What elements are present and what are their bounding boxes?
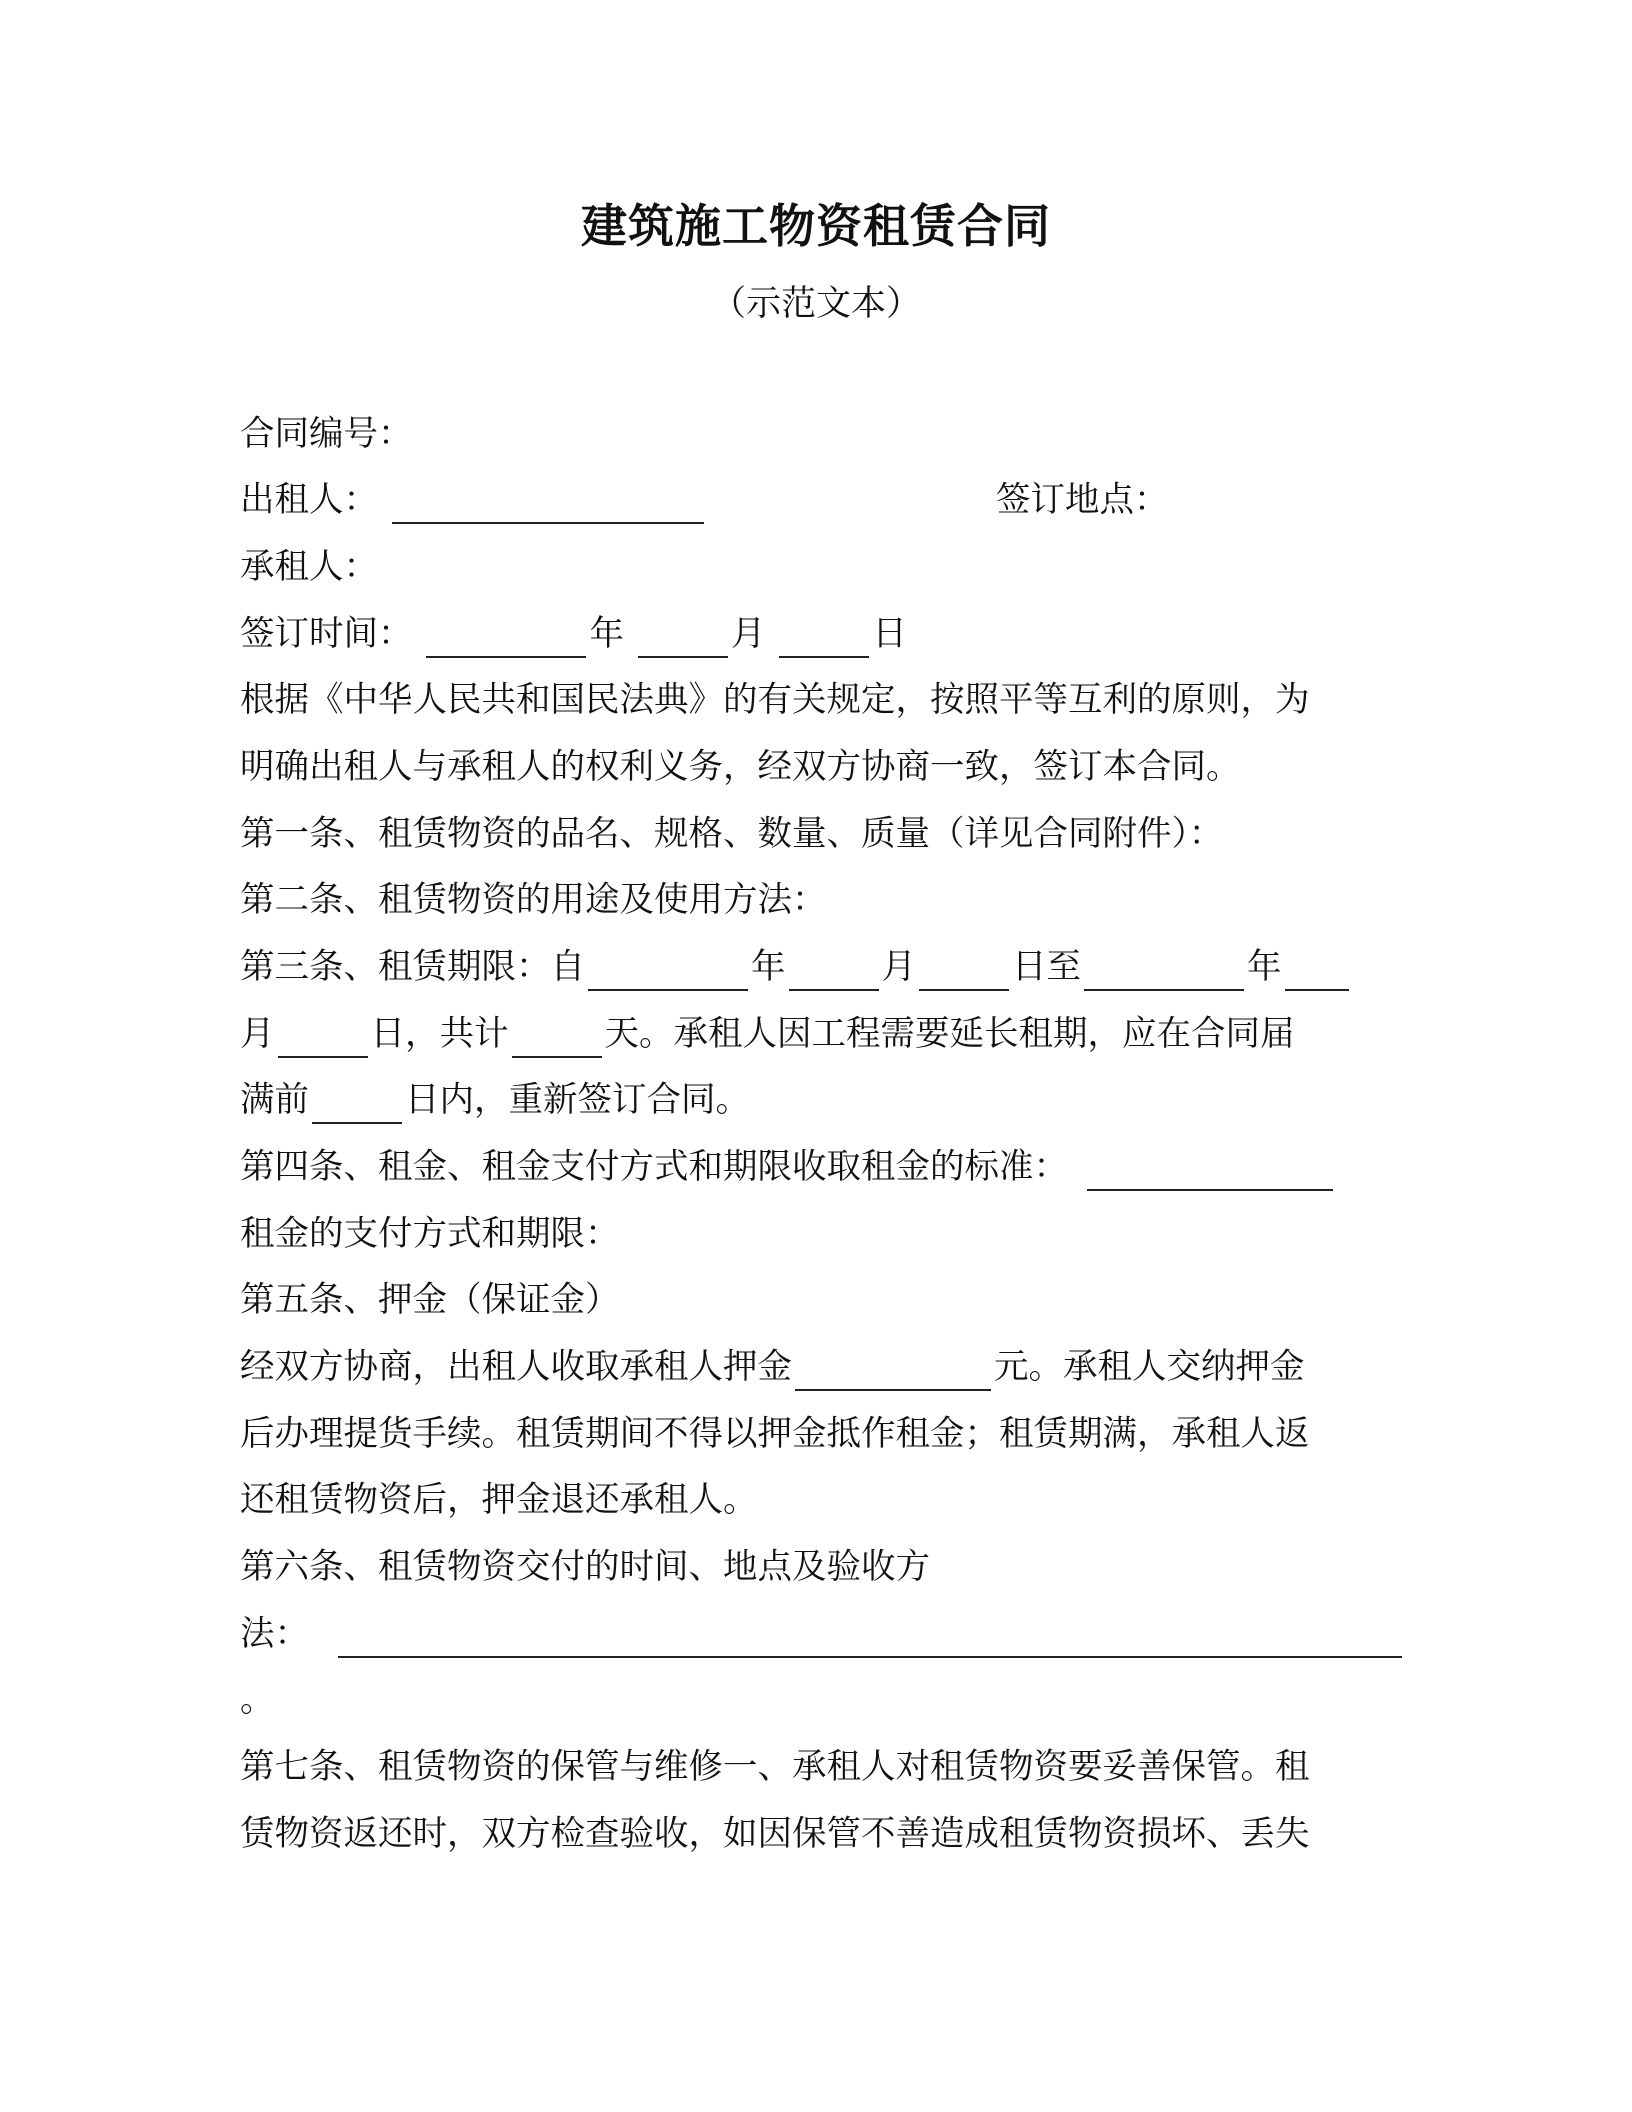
sign-time-line (240, 610, 907, 658)
document-subtitle: （示范文本） (710, 284, 921, 324)
article-6-line-3: 。 (240, 1680, 275, 1720)
article-6-line-2 (240, 1610, 1405, 1658)
article-3-line-1 (240, 943, 1352, 991)
lessor-label: 出租人： (240, 480, 378, 520)
renewal-before-label: 满前 (240, 1080, 309, 1120)
intro-line-2: 明确出租人与承租人的权利义务，经双方协商一致，签订本合同。 (240, 747, 1241, 787)
rent-standard-blank[interactable] (1087, 1149, 1333, 1191)
lease-total-label: 日，共计 (370, 1014, 509, 1054)
sign-month-blank[interactable] (638, 616, 728, 658)
sign-year-blank[interactable] (426, 616, 586, 658)
lease-start-month-label: 月 (881, 947, 916, 987)
deposit-amount-blank[interactable] (795, 1349, 991, 1391)
document-title: 建筑施工物资租赁合同 (581, 199, 1051, 253)
lease-end-day-blank[interactable] (278, 1016, 368, 1058)
article-3-line-3 (240, 1076, 750, 1124)
article-7-line-1: 第七条、租赁物资的保管与维修一、承租人对租赁物资要妥善保管。租 (240, 1747, 1310, 1787)
sign-place-label: 签订地点： (996, 480, 1169, 520)
lessee-line (240, 543, 378, 591)
lease-start-year-label: 年 (751, 947, 786, 987)
article-3-start-label: 第三条、租赁期限：自 (240, 947, 585, 987)
renewal-text: 日内，重新签订合同。 (405, 1080, 750, 1120)
lessor-blank[interactable] (392, 482, 704, 524)
delivery-method-blank[interactable] (338, 1616, 1402, 1658)
article-5-line-1 (240, 1343, 1305, 1391)
article-1: 第一条、租赁物资的品名、规格、数量、质量（详见合同附件）： (240, 814, 1224, 854)
article-6-line-1: 第六条、租赁物资交付的时间、地点及验收方 (240, 1547, 930, 1587)
lease-start-year-blank[interactable] (588, 949, 748, 991)
article-5-title: 第五条、押金（保证金） (240, 1280, 620, 1320)
article-5-line-2: 后办理提货手续。租赁期间不得以押金抵作租金；租赁期满，承租人返 (240, 1414, 1310, 1454)
article-2: 第二条、租赁物资的用途及使用方法： (240, 880, 827, 920)
article-3-line-2 (240, 1010, 1295, 1058)
lease-total-days-blank[interactable] (512, 1016, 602, 1058)
lessor-line (240, 476, 707, 524)
lease-end-year-blank[interactable] (1084, 949, 1244, 991)
contract-number-label: 合同编号： (240, 414, 413, 454)
lease-end-year-label: 年 (1247, 947, 1282, 987)
renewal-days-blank[interactable] (312, 1082, 402, 1124)
lease-start-month-blank[interactable] (789, 949, 879, 991)
sign-month-label: 月 (730, 614, 766, 654)
article-5-line-3: 还租赁物资后，押金退还承租人。 (240, 1480, 758, 1520)
deposit-label: 经双方协商，出租人收取承租人押金 (240, 1347, 792, 1387)
sign-day-blank[interactable] (779, 616, 869, 658)
lease-end-to-label: 日至 (1012, 947, 1081, 987)
article-4-label: 第四条、租金、租金支付方式和期限收取租金的标准： (240, 1147, 1068, 1187)
lease-end-month-blank[interactable] (1285, 949, 1349, 991)
article-7-line-2: 赁物资返还时，双方检查验收，如因保管不善造成租赁物资损坏、丢失 (240, 1814, 1310, 1854)
lessee-label: 承租人： (240, 547, 378, 587)
sign-year-label: 年 (589, 614, 624, 654)
sign-day-label: 日 (872, 614, 907, 654)
sign-time-label: 签订时间： (240, 614, 413, 654)
article-6-method-label: 法： (240, 1614, 309, 1654)
article-4-line-1 (240, 1143, 1336, 1191)
deposit-text: 元。承租人交纳押金 (994, 1347, 1305, 1387)
lease-end-month-label: 月 (240, 1014, 275, 1054)
sign-place-line (996, 476, 1169, 524)
intro-line-1: 根据《中华人民共和国民法典》的有关规定，按照平等互利的原则，为 (240, 680, 1310, 720)
article-4-line-2: 租金的支付方式和期限： (240, 1214, 620, 1254)
contract-number-line (240, 410, 413, 458)
lease-start-day-blank[interactable] (919, 949, 1009, 991)
lease-extension-text: 天。承租人因工程需要延长租期，应在合同届 (604, 1014, 1295, 1054)
